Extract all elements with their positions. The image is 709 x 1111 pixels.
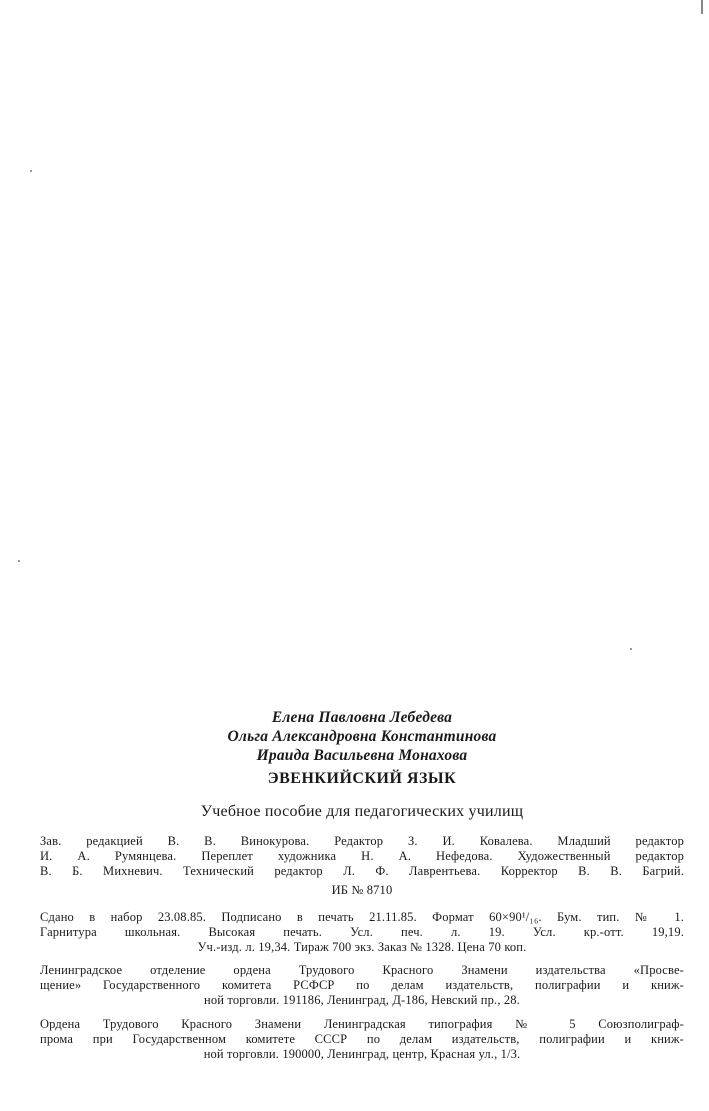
ib-number: ИБ № 8710	[331, 883, 393, 897]
book-subtitle: Учебное пособие для педагогических училищ	[200, 803, 524, 820]
print-info-line-3: Уч.-изд. л. 19,34. Тираж 700 экз. Заказ № 1328. Цена 70 коп.	[197, 940, 527, 954]
editors-line-2: И. А. Румянцева. Переплет художника Н. А. Нефедова. Художественный редактор	[40, 849, 684, 863]
authors	[40, 708, 684, 765]
printer-info	[40, 1017, 684, 1062]
author-3: Ираида Васильевна Монахова	[256, 747, 468, 764]
scan-margin-mark	[701, 0, 703, 14]
author-2: Ольга Александровна Константинова	[227, 728, 497, 745]
publisher-info	[40, 963, 684, 1008]
scan-speck	[630, 648, 632, 650]
scan-speck	[18, 560, 20, 562]
print-info-line-2: Гарнитура школьная. Высокая печать. Усл. печ. л. 19. Усл. кр.-отт. 19,19.	[40, 925, 684, 939]
editors-line-1: Зав. редакцией В. В. Винокурова. Редактор З. И. Ковалева. Младший редактор	[40, 834, 684, 848]
author-1: Елена Павловна Лебедева	[271, 709, 453, 726]
publisher-line-1: Ленинградское отделение ордена Трудового Красного Знамени издательства «Просве-	[40, 963, 684, 977]
printer-line-3: ной торговли. 190000, Ленинград, центр, Красная ул., 1/3.	[203, 1047, 521, 1061]
printer-line-2: прома при Государственном комитете СССР по делам издательств, полиграфии и книж-	[40, 1032, 684, 1046]
publisher-line-2: щение» Государственного комитета РСФСР по делам издательств, полиграфии и книж-	[40, 978, 684, 992]
editors-line-3: В. Б. Михневич. Технический редактор Л. Ф. Лаврентьева. Корректор В. В. Багрий.	[40, 864, 684, 878]
editorial-credits	[40, 834, 684, 879]
book-title: ЭВЕНКИЙСКИЙ ЯЗЫК	[267, 770, 457, 787]
print-info-line-1: Сдано в набор 23.08.85. Подписано в печать 21.11.85. Формат 60×90¹/₁₆. Бум. тип. № 1.	[40, 910, 684, 924]
scan-speck	[30, 170, 32, 172]
publisher-line-3: ной торговли. 191186, Ленинград, Д-186, Невский пр., 28.	[204, 993, 520, 1007]
printer-line-1: Ордена Трудового Красного Знамени Ленинградская типография № 5 Союзполиграф-	[40, 1017, 684, 1031]
print-info	[40, 910, 684, 955]
